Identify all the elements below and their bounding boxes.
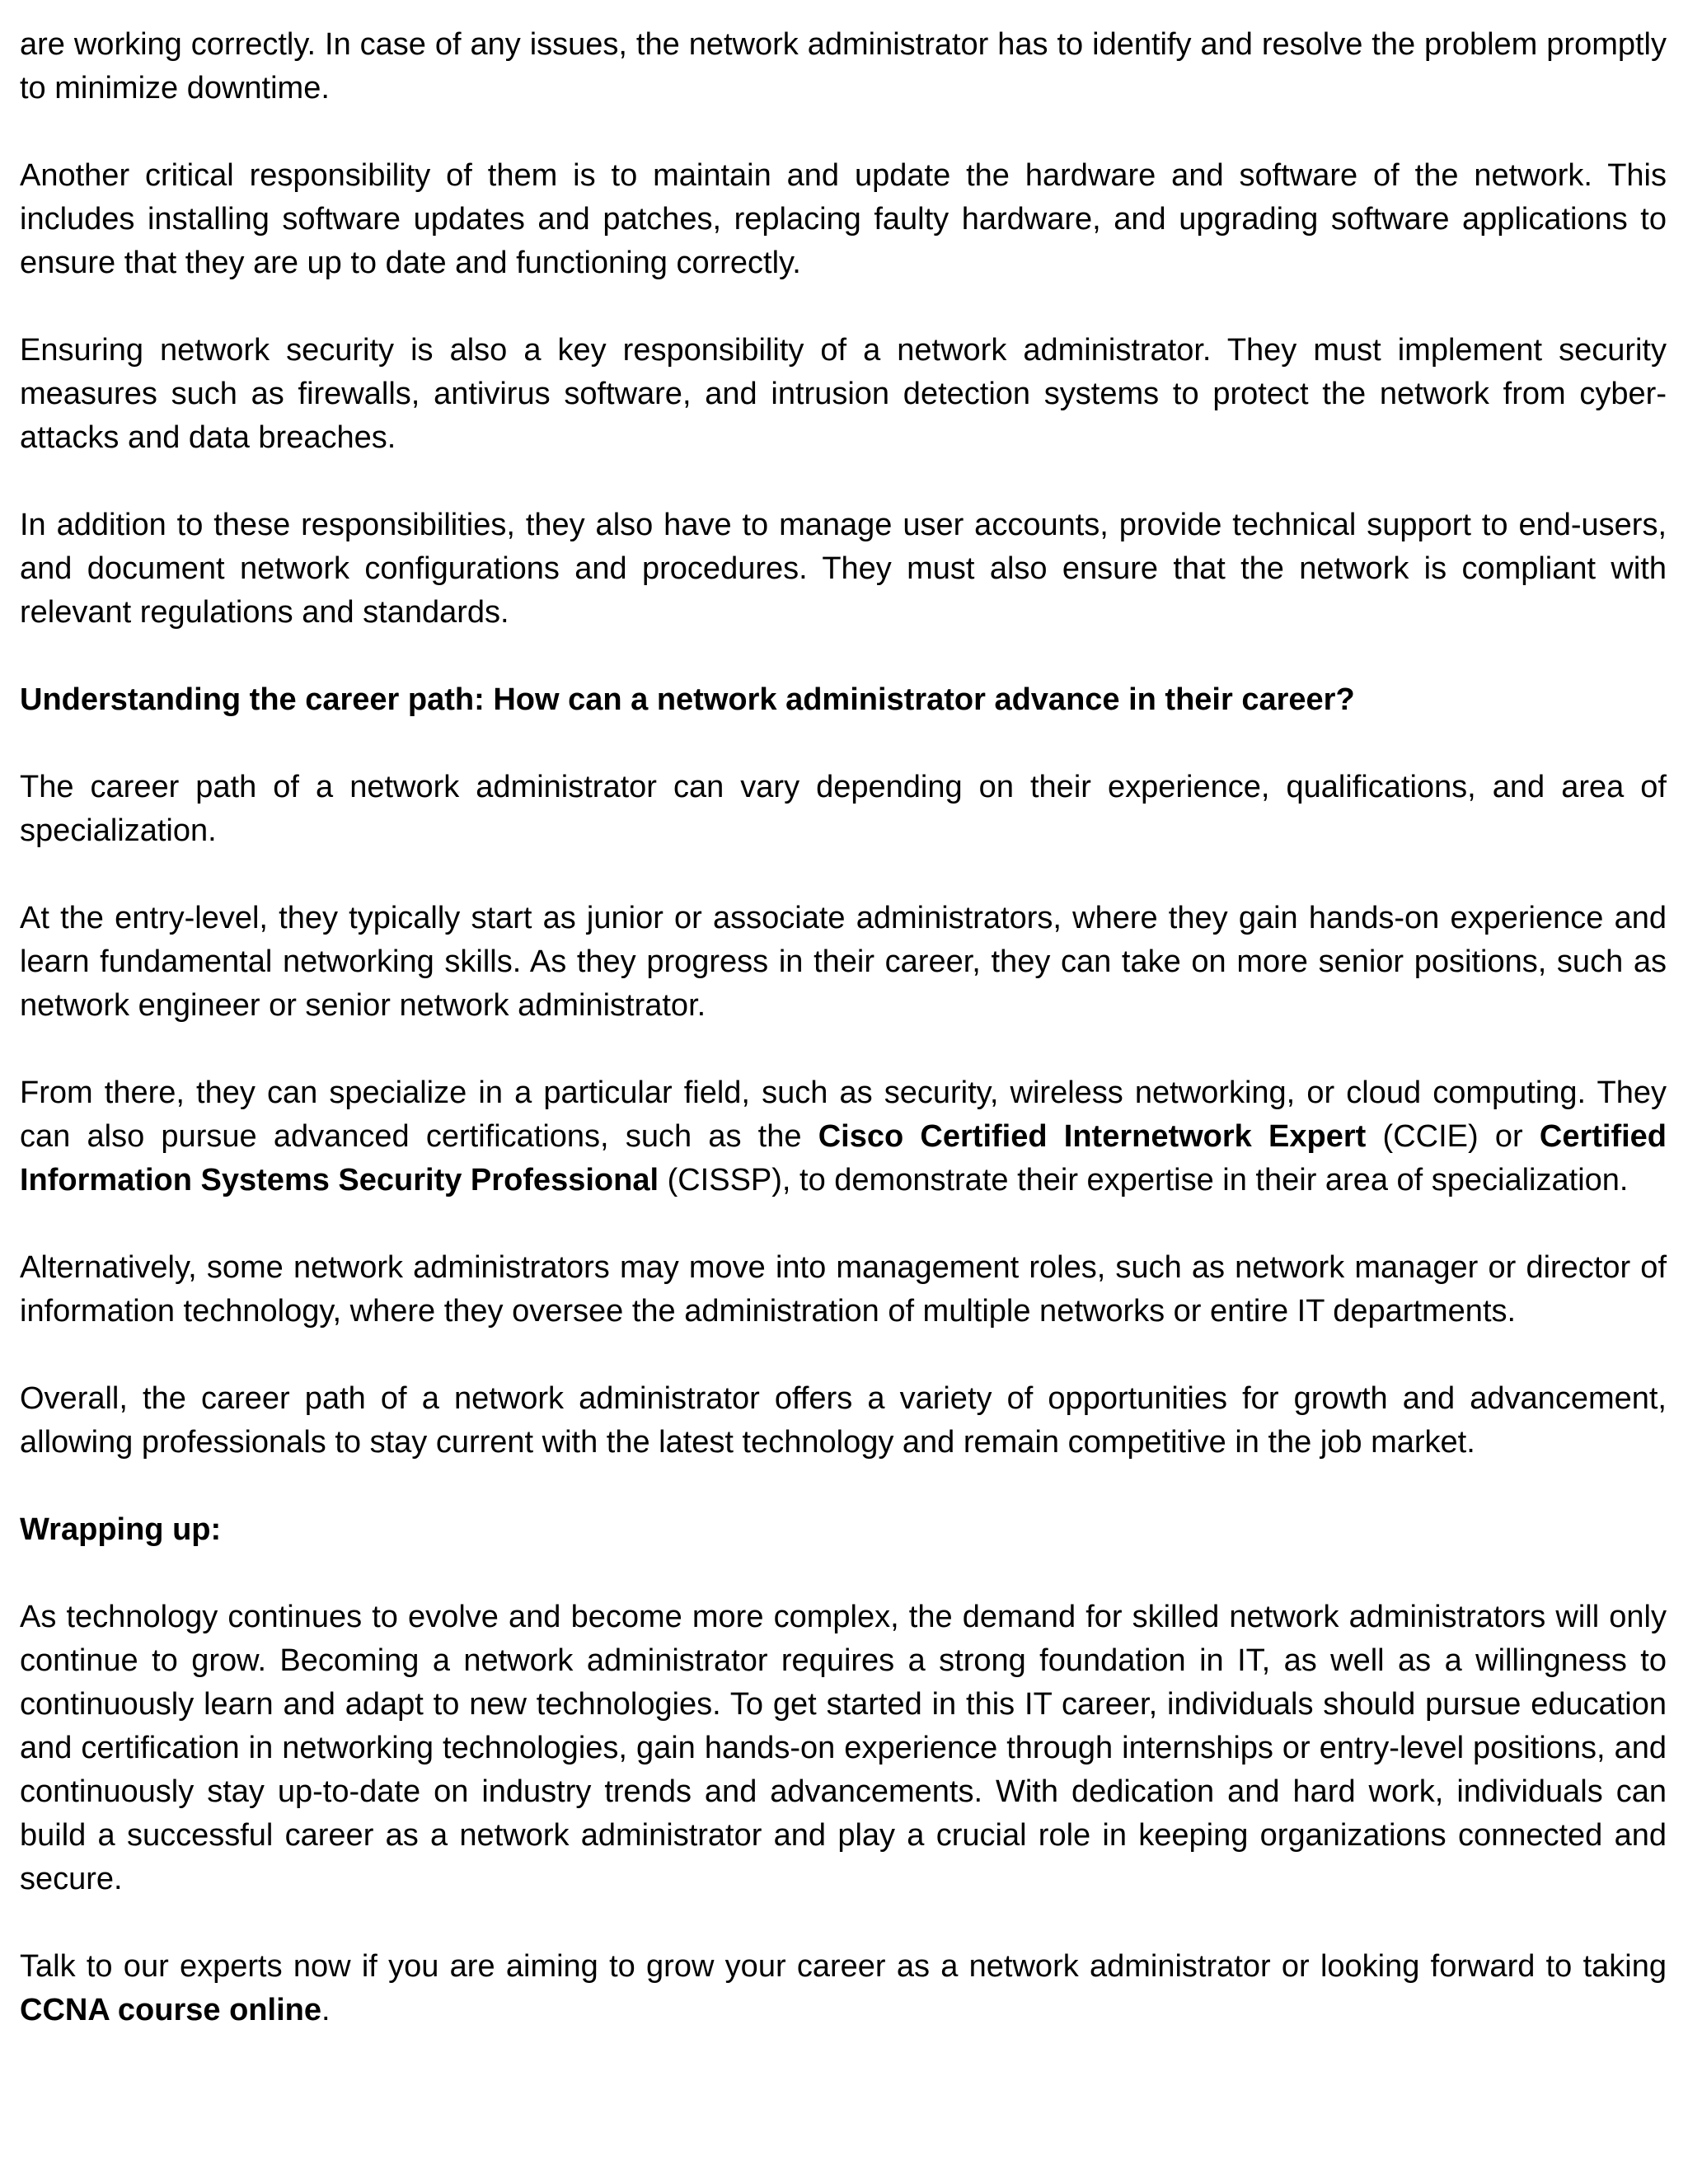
text-span: (CISSP), to demonstrate their expertise in their area of specialization. (659, 1163, 1629, 1197)
section-heading-wrapping-up: Wrapping up: (20, 1512, 222, 1547)
paragraph-call-to-action (20, 1945, 1667, 2032)
paragraph-network-security: Ensuring network security is also a key responsibility of a network administrator. They must implement security measures such as firewalls, antivirus software, and intrusion detection systems to protect the network from cyber-attacks and data breaches. (20, 333, 1667, 455)
section-heading-career-path: Understanding the career path: How can a network administrator advance in their career? (20, 682, 1355, 717)
paragraph-specialize-certifications (20, 1071, 1667, 1202)
paragraph-entry-level: At the entry-level, they typically start as junior or associate administrators, where they gain hands-on experience and learn fundamental networking skills. As they progress in their career, they can take on more senior positions, such as network engineer or senior network administrator. (20, 901, 1667, 1023)
paragraph-working-correctly: are working correctly. In case of any issues, the network administrator has to identify and resolve the problem promptly to minimize downtime. (20, 27, 1667, 105)
text-span: Talk to our experts now if you are aiming to grow your career as a network administrator or looking forward to taking (20, 1949, 1667, 1984)
paragraph-maintain-update: Another critical responsibility of them is to maintain and update the hardware and software of the network. This includes installing software updates and patches, replacing faulty hardware, and upgrading software applications to ensure that they are up to date and functioning correctly. (20, 158, 1667, 280)
text-span: From there, they can specialize in a particular field, such as security, wireless networking, or cloud computing. They can also pursue advanced certifications, such as the (20, 1076, 1667, 1154)
paragraph-career-path-varies: The career path of a network administrator can vary depending on their experience, qualifications, and area of specialization. (20, 770, 1667, 848)
paragraph-management-roles: Alternatively, some network administrators may move into management roles, such as network manager or director of information technology, where they oversee the administration of multiple networks or entire IT departments. (20, 1250, 1667, 1329)
text-span: (CCIE) or (1366, 1119, 1540, 1154)
paragraph-technology-evolves: As technology continues to evolve and become more complex, the demand for skilled network administrators will only continue to grow. Becoming a network administrator requires a strong foundation in IT, as well as a willingness to continuously learn and adapt to new technologies. To get started in this IT career, individuals should pursue education and certification in networking technologies, gain hands-on experience through internships or entry-level positions, and continuously stay up-to-date on industry trends and advancements. With dedication and hard work, individuals can build a successful career as a network administrator and play a crucial role in keeping organizations connected and secure. (20, 1600, 1667, 1896)
bold-term-cissp: Certified Information Systems Security Professional (20, 1119, 1667, 1197)
document-page (20, 23, 1667, 2032)
ccna-course-link[interactable]: CCNA course online (20, 1993, 321, 2027)
paragraph-additional-responsibilities: In addition to these responsibilities, they also have to manage user accounts, provide technical support to end-users, and document network configurations and procedures. They must also ensure that the network is compliant with relevant regulations and standards. (20, 508, 1667, 630)
bold-term-ccie: Cisco Certified Internetwork Expert (818, 1119, 1367, 1154)
paragraph-overall: Overall, the career path of a network administrator offers a variety of opportunities for growth and advancement, allowing professionals to stay current with the latest technology and remain competitive in the job market. (20, 1381, 1667, 1460)
text-span: . (321, 1993, 331, 2027)
